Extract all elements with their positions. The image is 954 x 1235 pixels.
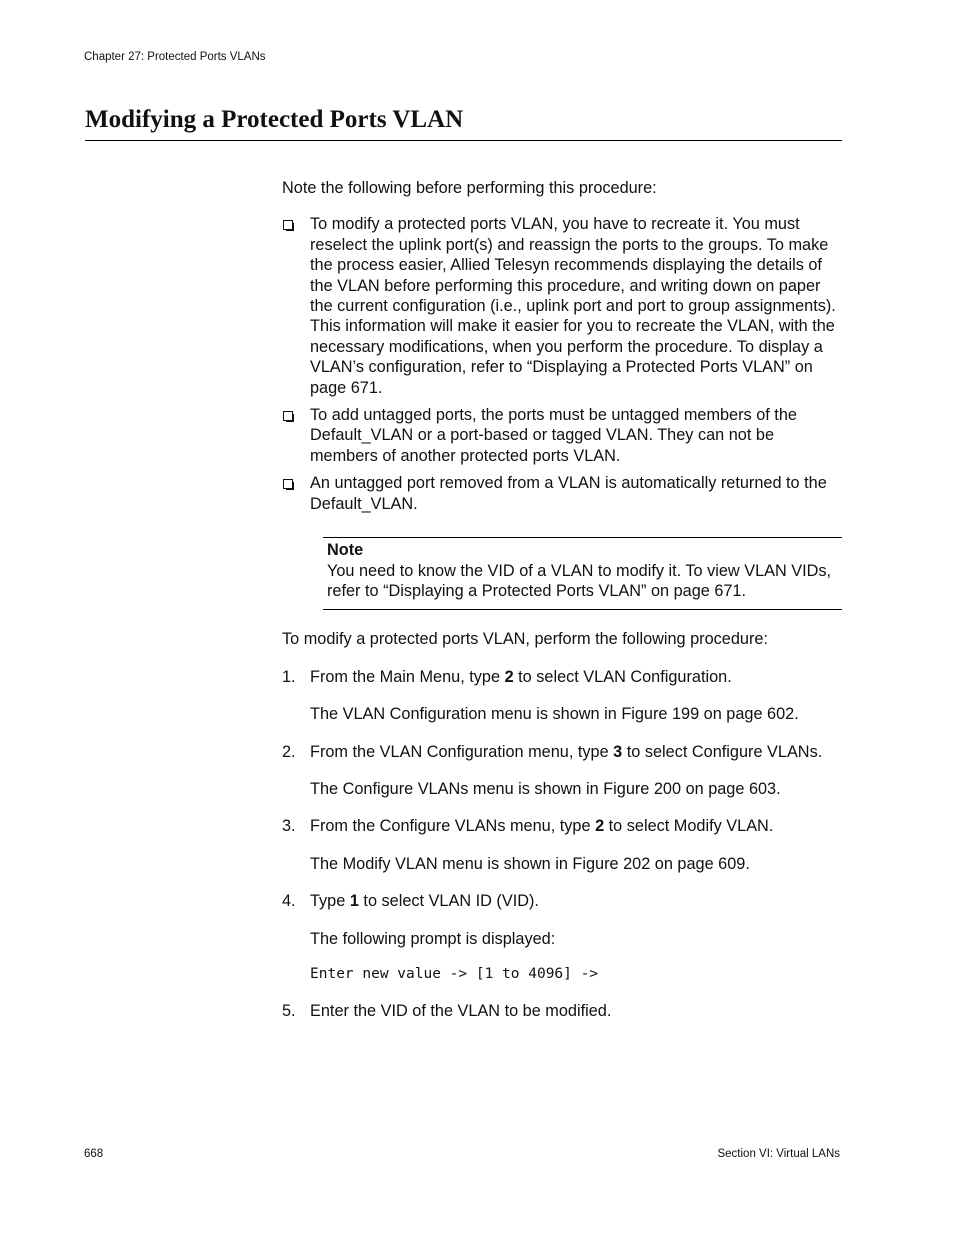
checkbox-bullet-icon: [283, 220, 293, 230]
note-box: [323, 537, 842, 610]
procedure-lead: To modify a protected ports VLAN, perform the following procedure:: [282, 630, 768, 649]
step-text: Type 1 to select VLAN ID (VID).: [310, 892, 539, 911]
step-text: From the Configure VLANs menu, type 2 to select Modify VLAN.: [310, 817, 774, 836]
intro-text: Note the following before performing this procedure:: [282, 179, 657, 197]
checkbox-bullet-icon: [283, 411, 293, 421]
step-number: 2.: [282, 742, 296, 761]
step-key: 2: [504, 667, 514, 686]
step-result: The Modify VLAN menu is shown in Figure 202 on page 609.: [310, 854, 750, 873]
step-number: 1.: [282, 667, 296, 686]
step-text: Enter the VID of the VLAN to be modified.: [310, 1002, 612, 1021]
section-footer: Section VI: Virtual LANs: [717, 1148, 840, 1160]
checkbox-bullet-icon: [283, 479, 293, 489]
bullet-text: To add untagged ports, the ports must be untagged members of the Default_VLAN or a port-based or tagged VLAN. They can not be members of another protected ports VLAN.: [310, 406, 797, 465]
running-header: Chapter 27: Protected Ports VLANs: [84, 51, 266, 63]
step-key: 3: [613, 742, 623, 761]
step-number: 5.: [282, 1002, 296, 1021]
procedure-steps: [282, 667, 842, 1022]
step-key: 1: [349, 892, 359, 911]
step-item: [282, 891, 842, 984]
page-title: Modifying a Protected Ports VLAN: [85, 106, 464, 133]
bullet-text: To modify a protected ports VLAN, you have to recreate it. You must reselect the uplink port(s) and reassign the ports to the groups. To make the process easier, Allied Telesyn recommends displaying the details of the VLAN before performing this procedure, and writing down on paper the current configuration (i.e., uplink port and port to group assignments). This information will make it easier for you to recreate the VLAN, with the necessary modifications, when you perform the procedure. To display a VLAN’s configuration, refer to “Displaying a Protected Ports VLAN” on page 671.: [310, 215, 836, 397]
note-title: Note: [327, 541, 364, 560]
step-number: 4.: [282, 892, 296, 911]
step-text: From the Main Menu, type 2 to select VLAN Configuration.: [310, 667, 732, 686]
step-result: The VLAN Configuration menu is shown in Figure 199 on page 602.: [310, 705, 799, 724]
step-number: 3.: [282, 817, 296, 836]
bullet-list: [282, 214, 842, 514]
step-result: The following prompt is displayed:: [310, 929, 556, 948]
step-item: [282, 667, 842, 725]
list-item: [282, 405, 842, 466]
step-result: The Configure VLANs menu is shown in Figure 200 on page 603.: [310, 779, 781, 798]
title-rule: [85, 140, 842, 141]
step-item: [282, 816, 842, 874]
main-content: [282, 178, 842, 1039]
note-text: You need to know the VID of a VLAN to modify it. To view VLAN VIDs, refer to “Displaying a Protected Ports VLAN” on page 671.: [327, 561, 832, 600]
step-item: [282, 742, 842, 800]
prompt-code: Enter new value -> [1 to 4096] ->: [310, 965, 599, 982]
step-item: [282, 1001, 842, 1021]
step-key: 2: [595, 817, 605, 836]
list-item: [282, 214, 842, 398]
list-item: [282, 473, 842, 514]
step-text: From the VLAN Configuration menu, type 3 to select Configure VLANs.: [310, 742, 823, 761]
bullet-text: An untagged port removed from a VLAN is automatically returned to the Default_VLAN.: [310, 474, 827, 513]
page-number: 668: [84, 1148, 104, 1160]
